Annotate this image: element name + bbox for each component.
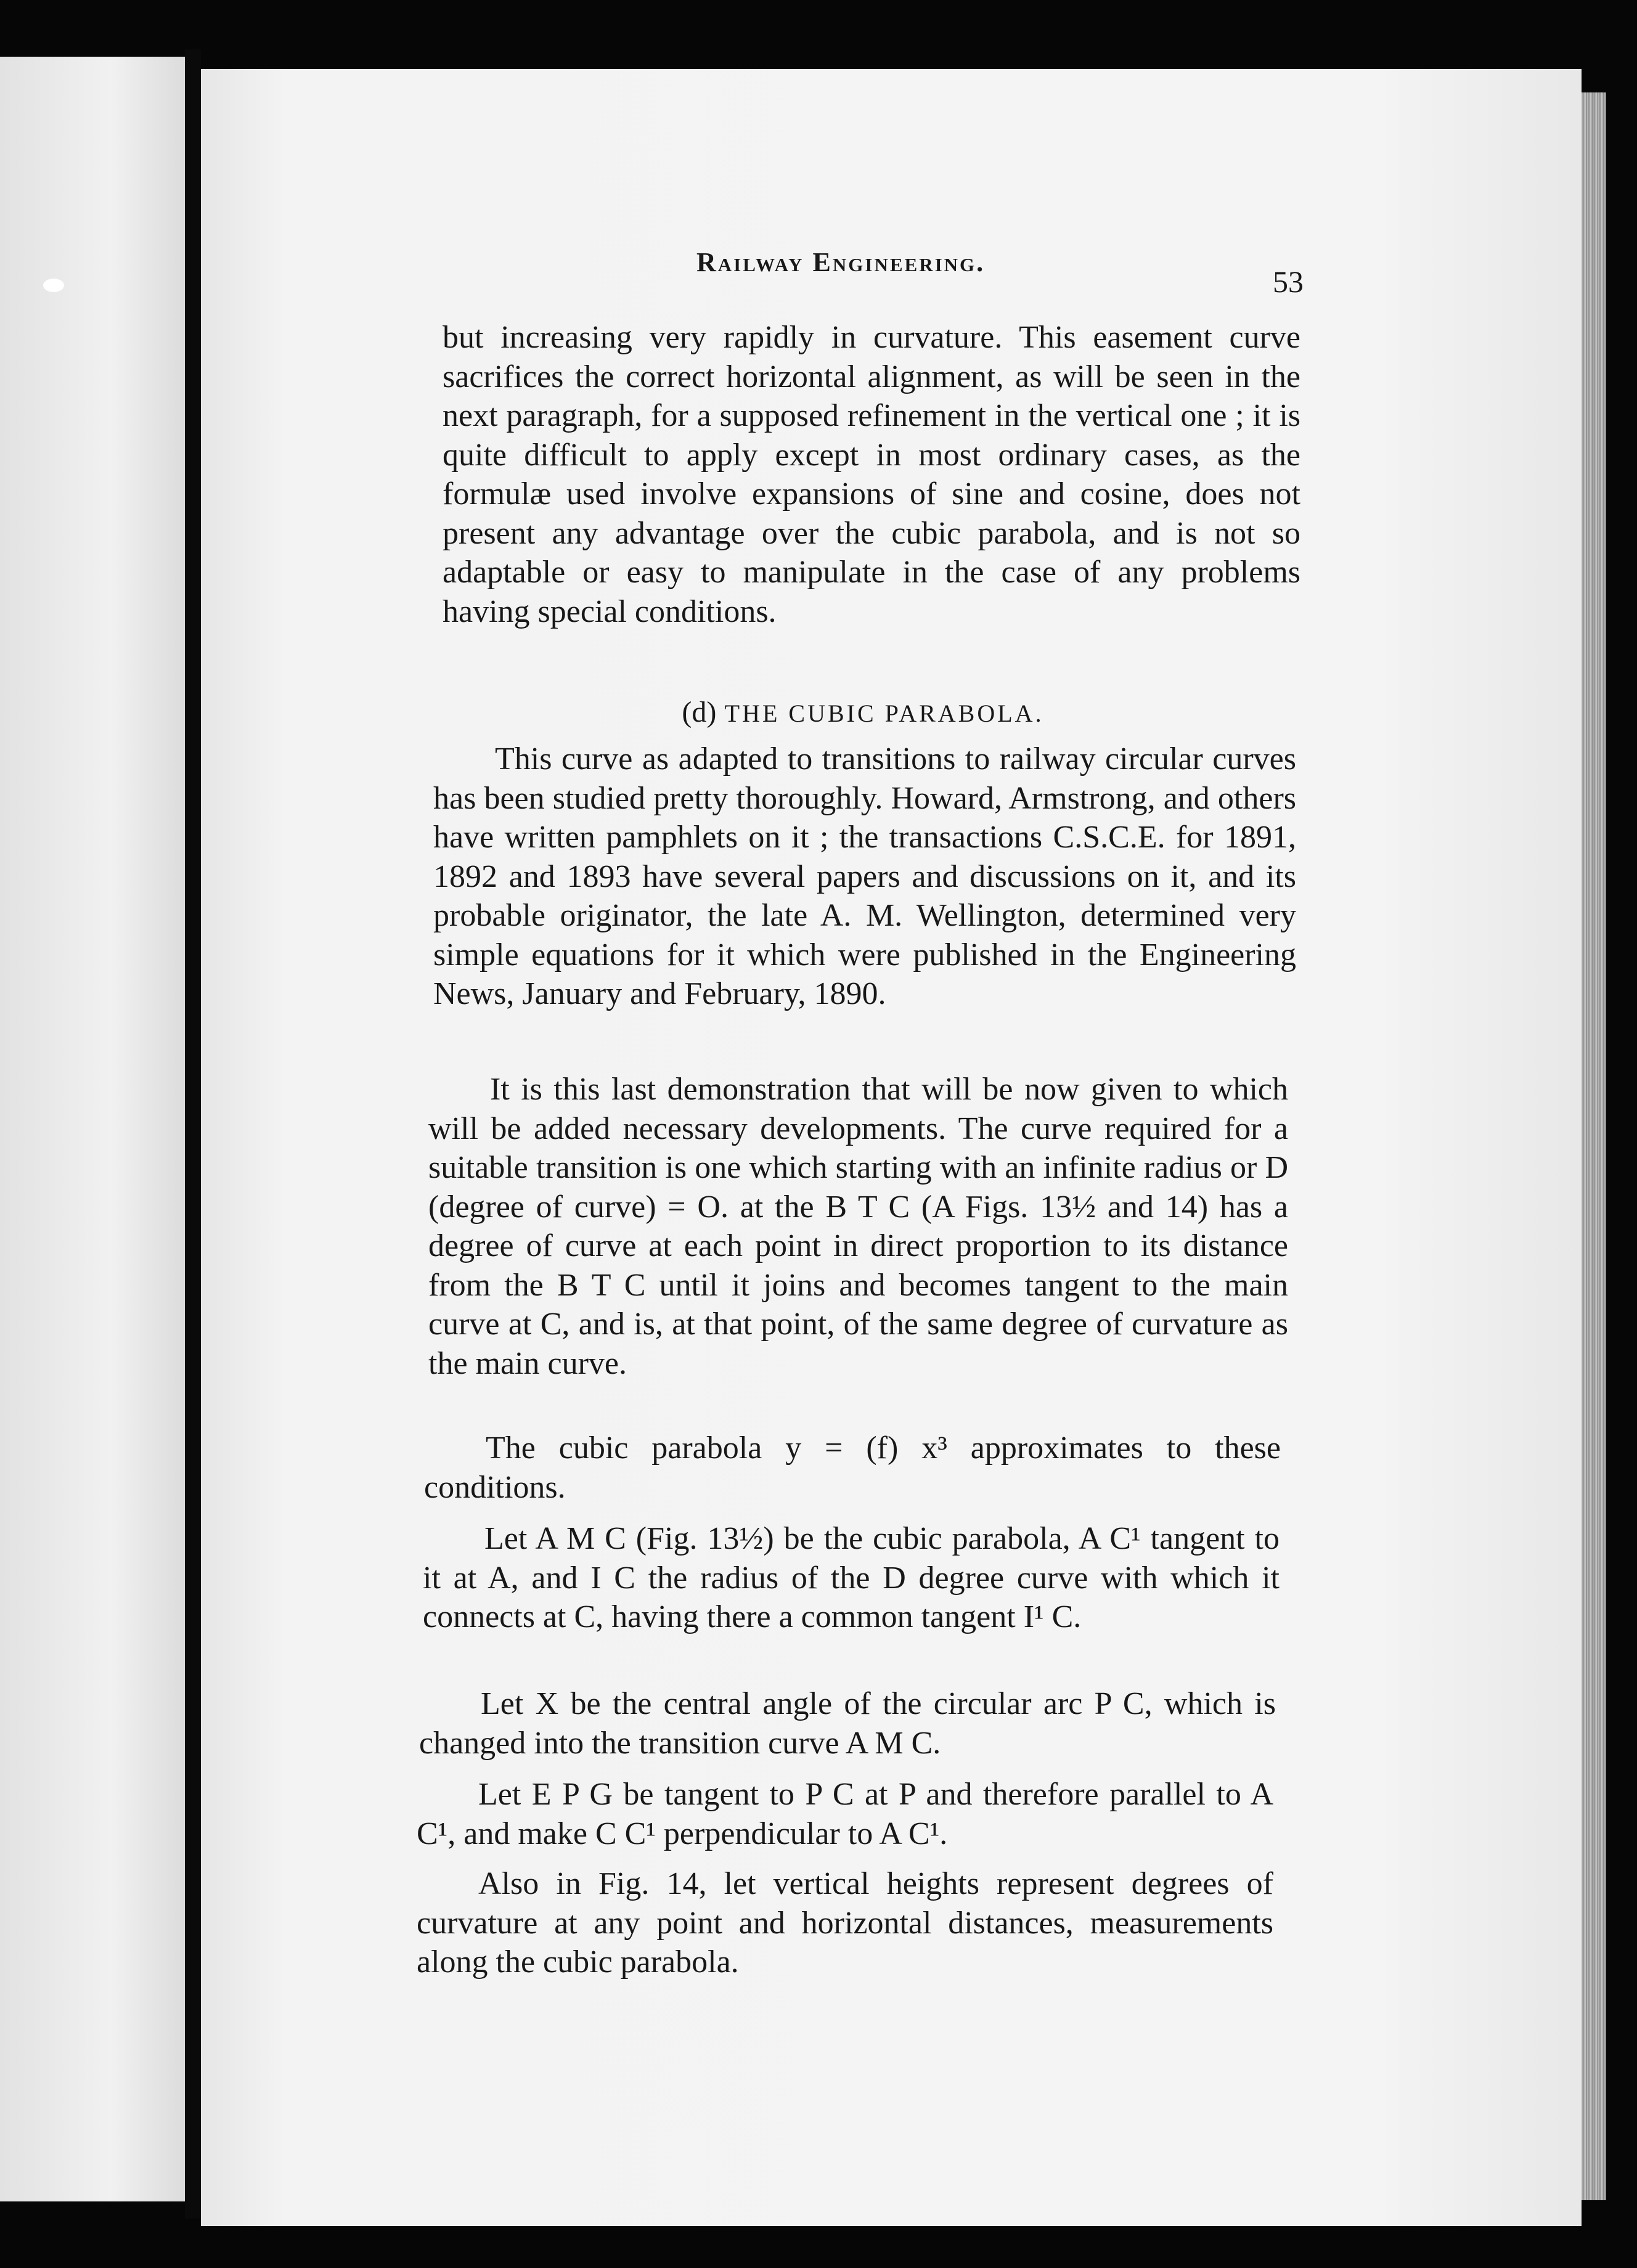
paragraph-7: Also in Fig. 14, let vertical heights represent degrees of curvature at any point and horizontal distances, measurements along the cubic parabola. — [417, 1866, 1273, 1980]
paragraph-5: Let X be the central angle of the circular arc P C, which is changed into the transition curve A M C. — [419, 1686, 1276, 1761]
paragraph-2: It is this last demonstration that will be now given to which will be added necessary developments. The curve required for a suitable transition is one which starting with an infinite radius or D (degree of curve) = O. at the B T C (A Figs. 13½ and 14) has a degree of curve at each point in direct proportion to its distance from the B T C until it joins and becomes tangent to the main curve at C, and is, at that point, of the same degree of curvature as the main curve. — [428, 1072, 1288, 1381]
paragraph-6: Let E P G be tangent to P C at P and therefore parallel to A C¹, and make C C¹ perpendicular to A C¹. — [417, 1777, 1273, 1851]
paragraph-1: This curve as adapted to transitions to railway circular curves has been studied pretty thoroughly. Howard, Armstrong, and others have written pamphlets on it ; the transactions C.S.C.E. for 1891, 1892 and 1893 have several papers and discussions on it, and its probable originator, the late A. M. Wellington, determined very simple equations for it which were published in the Engineering News, January and February, 1890. — [433, 741, 1296, 1011]
left-page — [0, 57, 185, 2201]
running-header: Railway Engineering. — [696, 247, 986, 277]
page-edges — [1582, 92, 1606, 2200]
continuation-paragraph: but increasing very rapidly in curvature. This easement curve sacrifices the correct horizontal alignment, as will be seen in the next paragraph, for a supposed refinement in the vertical one ; it is quite difficult to apply except in most ordinary cases, as the formulæ used involve expansions of sine and cosine, does not present any advantage over the cubic parabola, and is not so adaptable or easy to manipulate in the case of any problems having special conditions. — [443, 320, 1300, 629]
paragraph-3: The cubic parabola y = (f) x³ approximates to these conditions. — [424, 1430, 1281, 1505]
book-gutter — [185, 49, 201, 2219]
section-label: (d) — [682, 696, 717, 728]
paper-speck — [43, 279, 64, 292]
page-number: 53 — [1273, 264, 1304, 299]
section-title: THE CUBIC PARABOLA. — [724, 700, 1044, 727]
section-heading — [431, 695, 1294, 729]
paragraph-4: Let A M C (Fig. 13½) be the cubic parabola, A C¹ tangent to it at A, and I C the radius of the D degree curve with which it connects at C, having there a common tangent I¹ C. — [423, 1521, 1280, 1634]
